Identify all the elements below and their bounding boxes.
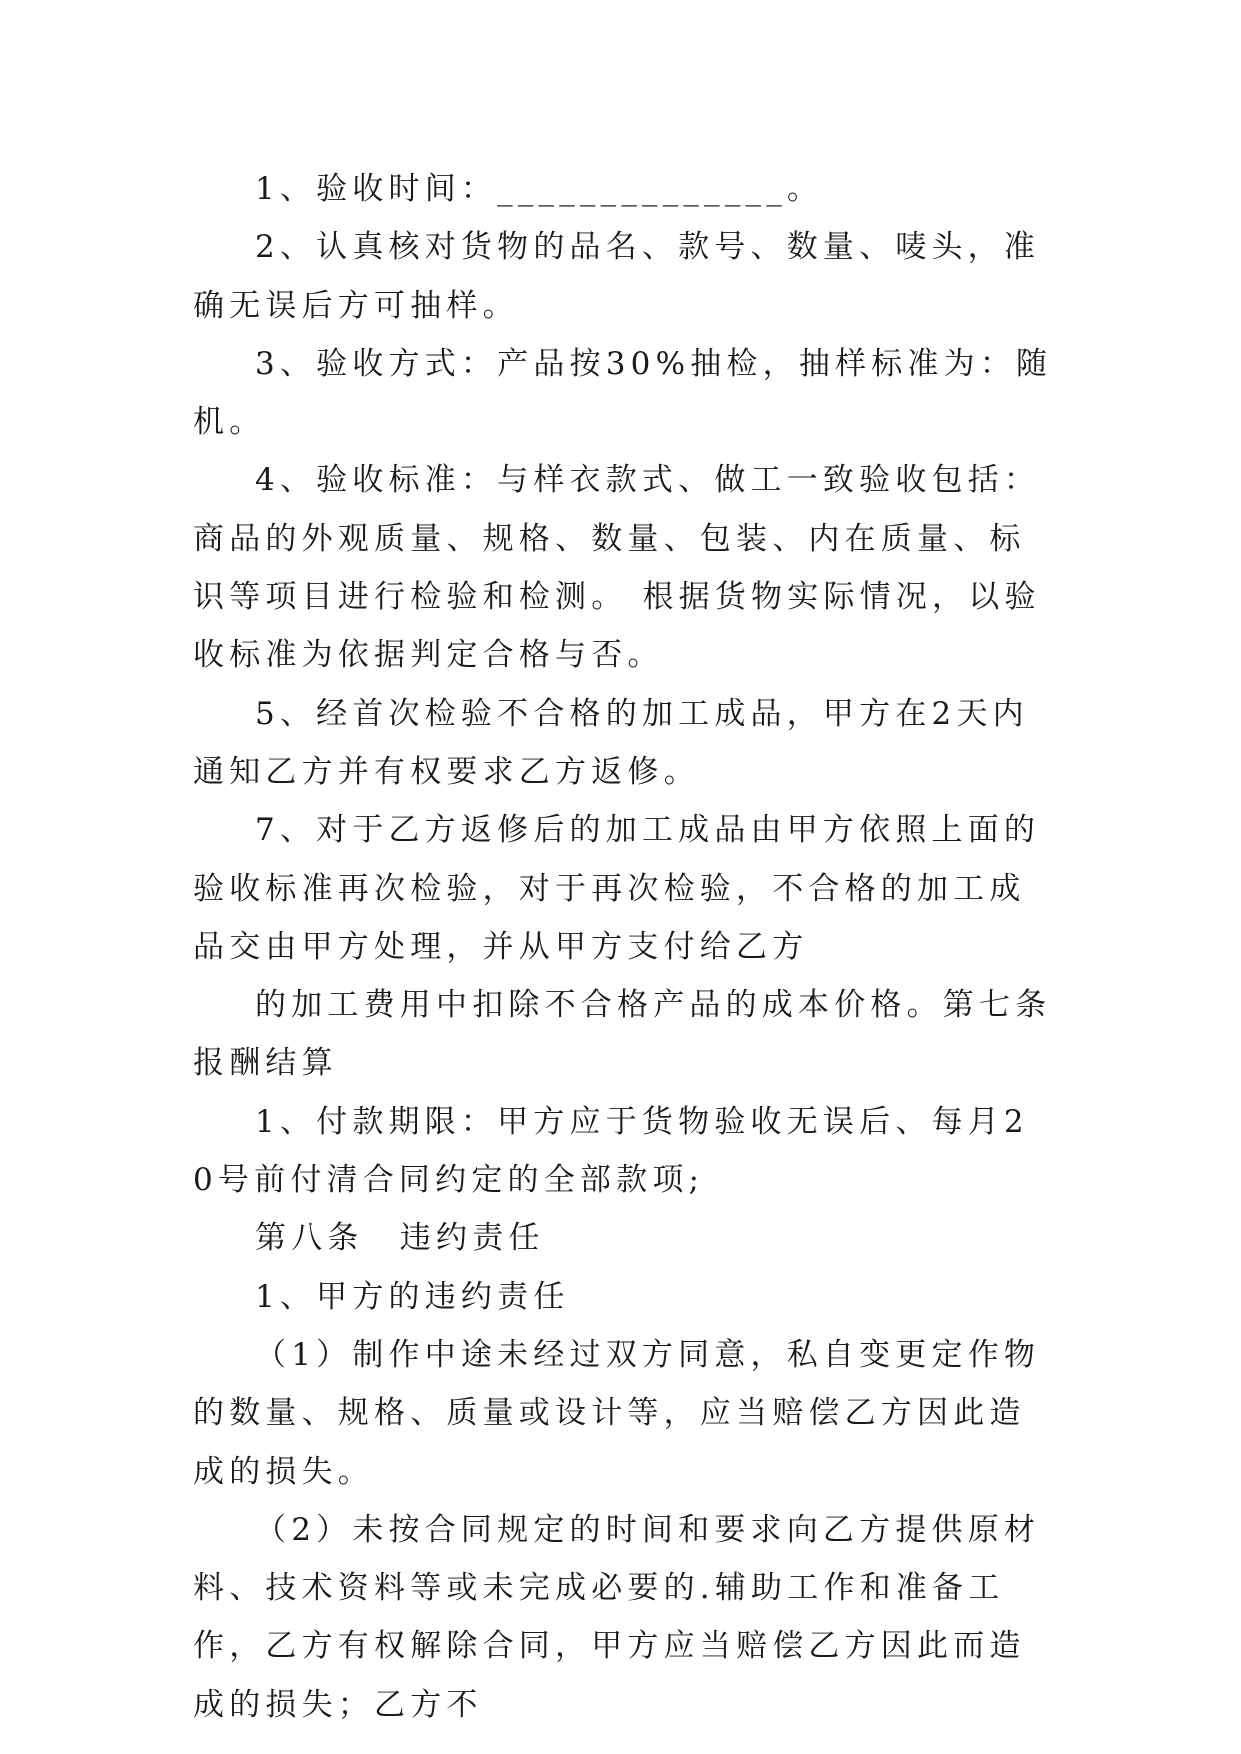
paragraph-acceptance-time: 1、验收时间：______________。: [255, 171, 824, 207]
heading-party-a-liability: 1、甲方的违约责任: [255, 1278, 570, 1315]
paragraph-payment-term: 1、付款期限：甲方应于货物验收无误后、每月20号前付清合同约定的全部款项;: [193, 1103, 1029, 1199]
paragraph-liability-item-1: （1）制作中途未经过双方同意，私自变更定作物的数量、规格、质量或设计等，应当赔偿乙方因此造成的损失。: [193, 1336, 1041, 1490]
paragraph-article-7-remuneration: 的加工费用中扣除不合格产品的成本价格。第七条 报酬结算: [193, 987, 1088, 1082]
paragraph-acceptance-standard: 4、验收标准：与样衣款式、做工一致验收包括：商品的外观质量、规格、数量、包装、内在质量、标识等项目进行检验和检测。 根据货物实际情况，以验收标准为依据判定合格与否。: [193, 462, 1041, 674]
paragraph-first-inspection: 5、经首次检验不合格的加工成品，甲方在2天内通知乙方并有权要求乙方返修。: [193, 695, 1029, 790]
document-body: [193, 160, 1088, 1734]
heading-article-8-liability: 第八条 违约责任: [255, 1220, 545, 1257]
paragraph-liability-item-2: （2）未按合同规定的时间和要求向乙方提供原材料、技术资料等或未完成必要的.辅助工作和准备工作，乙方有权解除合同，甲方应当赔偿乙方因此而造成的损失；乙方不: [193, 1511, 1041, 1723]
paragraph-reinspection: 7、对于乙方返修后的加工成品由甲方依照上面的验收标准再次检验，对于再次检验，不合格的加工成品交由甲方处理，并从甲方支付给乙方: [193, 812, 1041, 965]
paragraph-verify-goods: 2、认真核对货物的品名、款号、数量、唛头，准确无误后方可抽样。: [193, 229, 1041, 324]
paragraph-acceptance-method: 3、验收方式：产品按30%抽检，抽样标准为：随机。: [193, 345, 1053, 441]
